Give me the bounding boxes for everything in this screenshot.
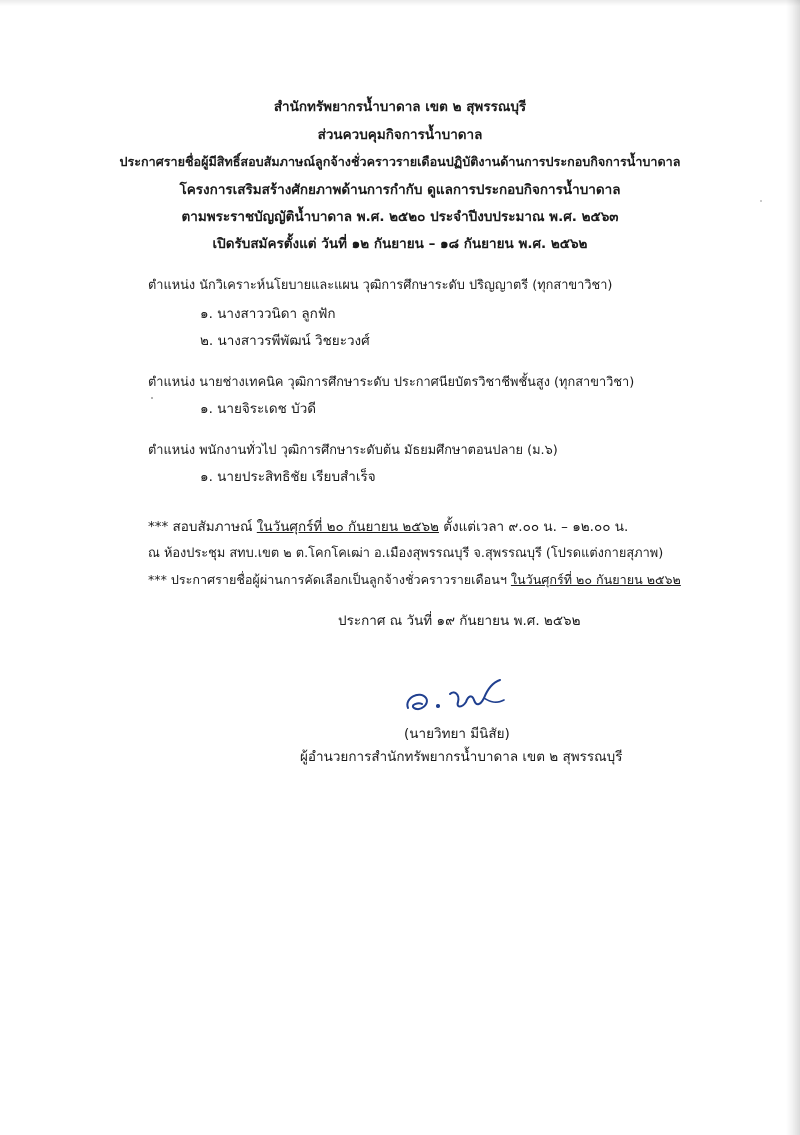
header-agency: สำนักทรัพยากรน้ำบาดาล เขต ๒ สุพรรณบุรี (273, 99, 527, 115)
header-division: ส่วนควบคุมกิจการน้ำบาดาล (317, 127, 483, 143)
note-interview (148, 518, 628, 536)
note-results-date: ในวันศุกร์ที่ ๒๐ กันยายน ๒๕๖๒ (510, 572, 681, 587)
signer-title: ผู้อำนวยการสำนักทรัพยากรน้ำบาดาล เขต ๒ สุพรรณบุรี (300, 749, 623, 765)
header-project: โครงการเสริมสร้างศักยภาพด้านการกำกับ ดูแลการประกอบกิจการน้ำบาดาล (179, 182, 621, 198)
candidate-name: ๑. นางสาววนิดา ลูกฟัก (200, 306, 336, 322)
position-title: ตำแหน่ง นายช่างเทคนิค วุฒิการศึกษาระดับ ประกาศนียบัตรวิชาชีพชั้นสูง (ทุกสาขาวิชา) (148, 375, 635, 390)
position-title: ตำแหน่ง นักวิเคราะห์นโยบายและแผน วุฒิการศึกษาระดับ ปริญญาตรี (ทุกสาขาวิชา) (148, 278, 613, 293)
note-interview-prefix: *** สอบสัมภาษณ์ (148, 519, 257, 535)
signer-name: (นายวิทยา มีนิสัย) (404, 726, 510, 742)
scan-speck (760, 200, 762, 202)
note-interview-date: ในวันศุกร์ที่ ๒๐ กันยายน ๒๕๖๒ (256, 519, 439, 535)
candidate-name: ๒. นางสาวรพีพัฒน์ วิชยะวงศ์ (200, 333, 370, 349)
scan-shadow-top (0, 0, 800, 6)
candidate-name: ๑. นายจิระเดช บัวดี (200, 401, 317, 417)
position-title: ตำแหน่ง พนักงานทั่วไป วุฒิการศึกษาระดับต้น มัธยมศึกษาตอนปลาย (ม.๖) (148, 443, 558, 458)
scan-speck (151, 397, 153, 399)
note-venue: ณ ห้องประชุม สทบ.เขต ๒ ต.โคกโคเฒ่า อ.เมืองสุพรรณบุรี จ.สุพรรณบุรี (โปรดแต่งกายสุภาพ) (148, 546, 664, 561)
signature-image (400, 672, 530, 720)
note-interview-time: ตั้งแต่เวลา ๙.๐๐ น. – ๑๒.๐๐ น. (438, 519, 629, 535)
header-announcement: ประกาศรายชื่อผู้มีสิทธิ์สอบสัมภาษณ์ลูกจ้างชั่วคราวรายเดือนปฏิบัติงานด้านการประกอบกิจการน้ำบาดาล (119, 154, 681, 169)
note-results (148, 571, 681, 589)
announcement-date: ประกาศ ณ วันที่ ๑๙ กันยายน พ.ศ. ๒๕๖๒ (338, 613, 581, 629)
note-results-prefix: *** ประกาศรายชื่อผู้ผ่านการคัดเลือกเป็นลูกจ้างชั่วคราวรายเดือนฯ (148, 572, 511, 587)
header-act: ตามพระราชบัญญัติน้ำบาดาล พ.ศ. ๒๕๒๐ ประจำปีงบประมาณ พ.ศ. ๒๕๖๓ (181, 209, 619, 225)
candidate-name: ๑. นายประสิทธิชัย เรียบสำเร็จ (200, 469, 376, 485)
header-application-period: เปิดรับสมัครตั้งแต่ วันที่ ๑๒ กันยายน – ๑๘ กันยายน พ.ศ. ๒๕๖๒ (212, 236, 588, 252)
